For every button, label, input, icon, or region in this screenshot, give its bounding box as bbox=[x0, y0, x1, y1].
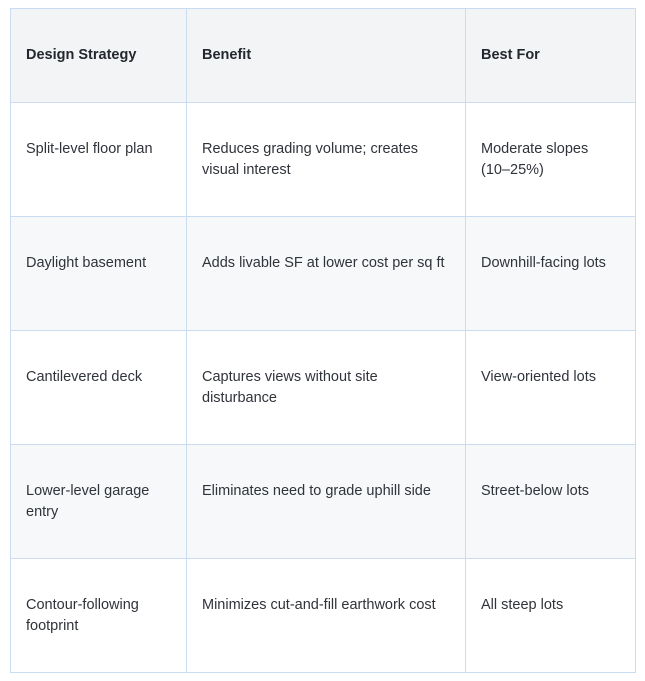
table-row bbox=[11, 559, 636, 673]
header-benefit: Benefit bbox=[187, 9, 466, 103]
strategy-table-container bbox=[10, 8, 635, 673]
cell-design-strategy: Cantilevered deck bbox=[11, 331, 187, 445]
table-row bbox=[11, 103, 636, 217]
table-row bbox=[11, 445, 636, 559]
cell-design-strategy: Lower-level garage entry bbox=[11, 445, 187, 559]
cell-benefit: Adds livable SF at lower cost per sq ft bbox=[187, 217, 466, 331]
table-row bbox=[11, 331, 636, 445]
cell-best-for: All steep lots bbox=[466, 559, 636, 673]
table-header-row bbox=[11, 9, 636, 103]
cell-benefit: Reduces grading volume; creates visual interest bbox=[187, 103, 466, 217]
cell-design-strategy: Contour-following footprint bbox=[11, 559, 187, 673]
cell-benefit: Captures views without site disturbance bbox=[187, 331, 466, 445]
cell-benefit: Minimizes cut-and-fill earthwork cost bbox=[187, 559, 466, 673]
cell-benefit: Eliminates need to grade uphill side bbox=[187, 445, 466, 559]
cell-best-for: Street-below lots bbox=[466, 445, 636, 559]
cell-design-strategy: Split-level floor plan bbox=[11, 103, 187, 217]
strategy-table bbox=[10, 8, 636, 673]
cell-best-for: Moderate slopes (10–25%) bbox=[466, 103, 636, 217]
table-row bbox=[11, 217, 636, 331]
cell-best-for: Downhill-facing lots bbox=[466, 217, 636, 331]
header-design-strategy: Design Strategy bbox=[11, 9, 187, 103]
cell-design-strategy: Daylight basement bbox=[11, 217, 187, 331]
header-best-for: Best For bbox=[466, 9, 636, 103]
cell-best-for: View-oriented lots bbox=[466, 331, 636, 445]
